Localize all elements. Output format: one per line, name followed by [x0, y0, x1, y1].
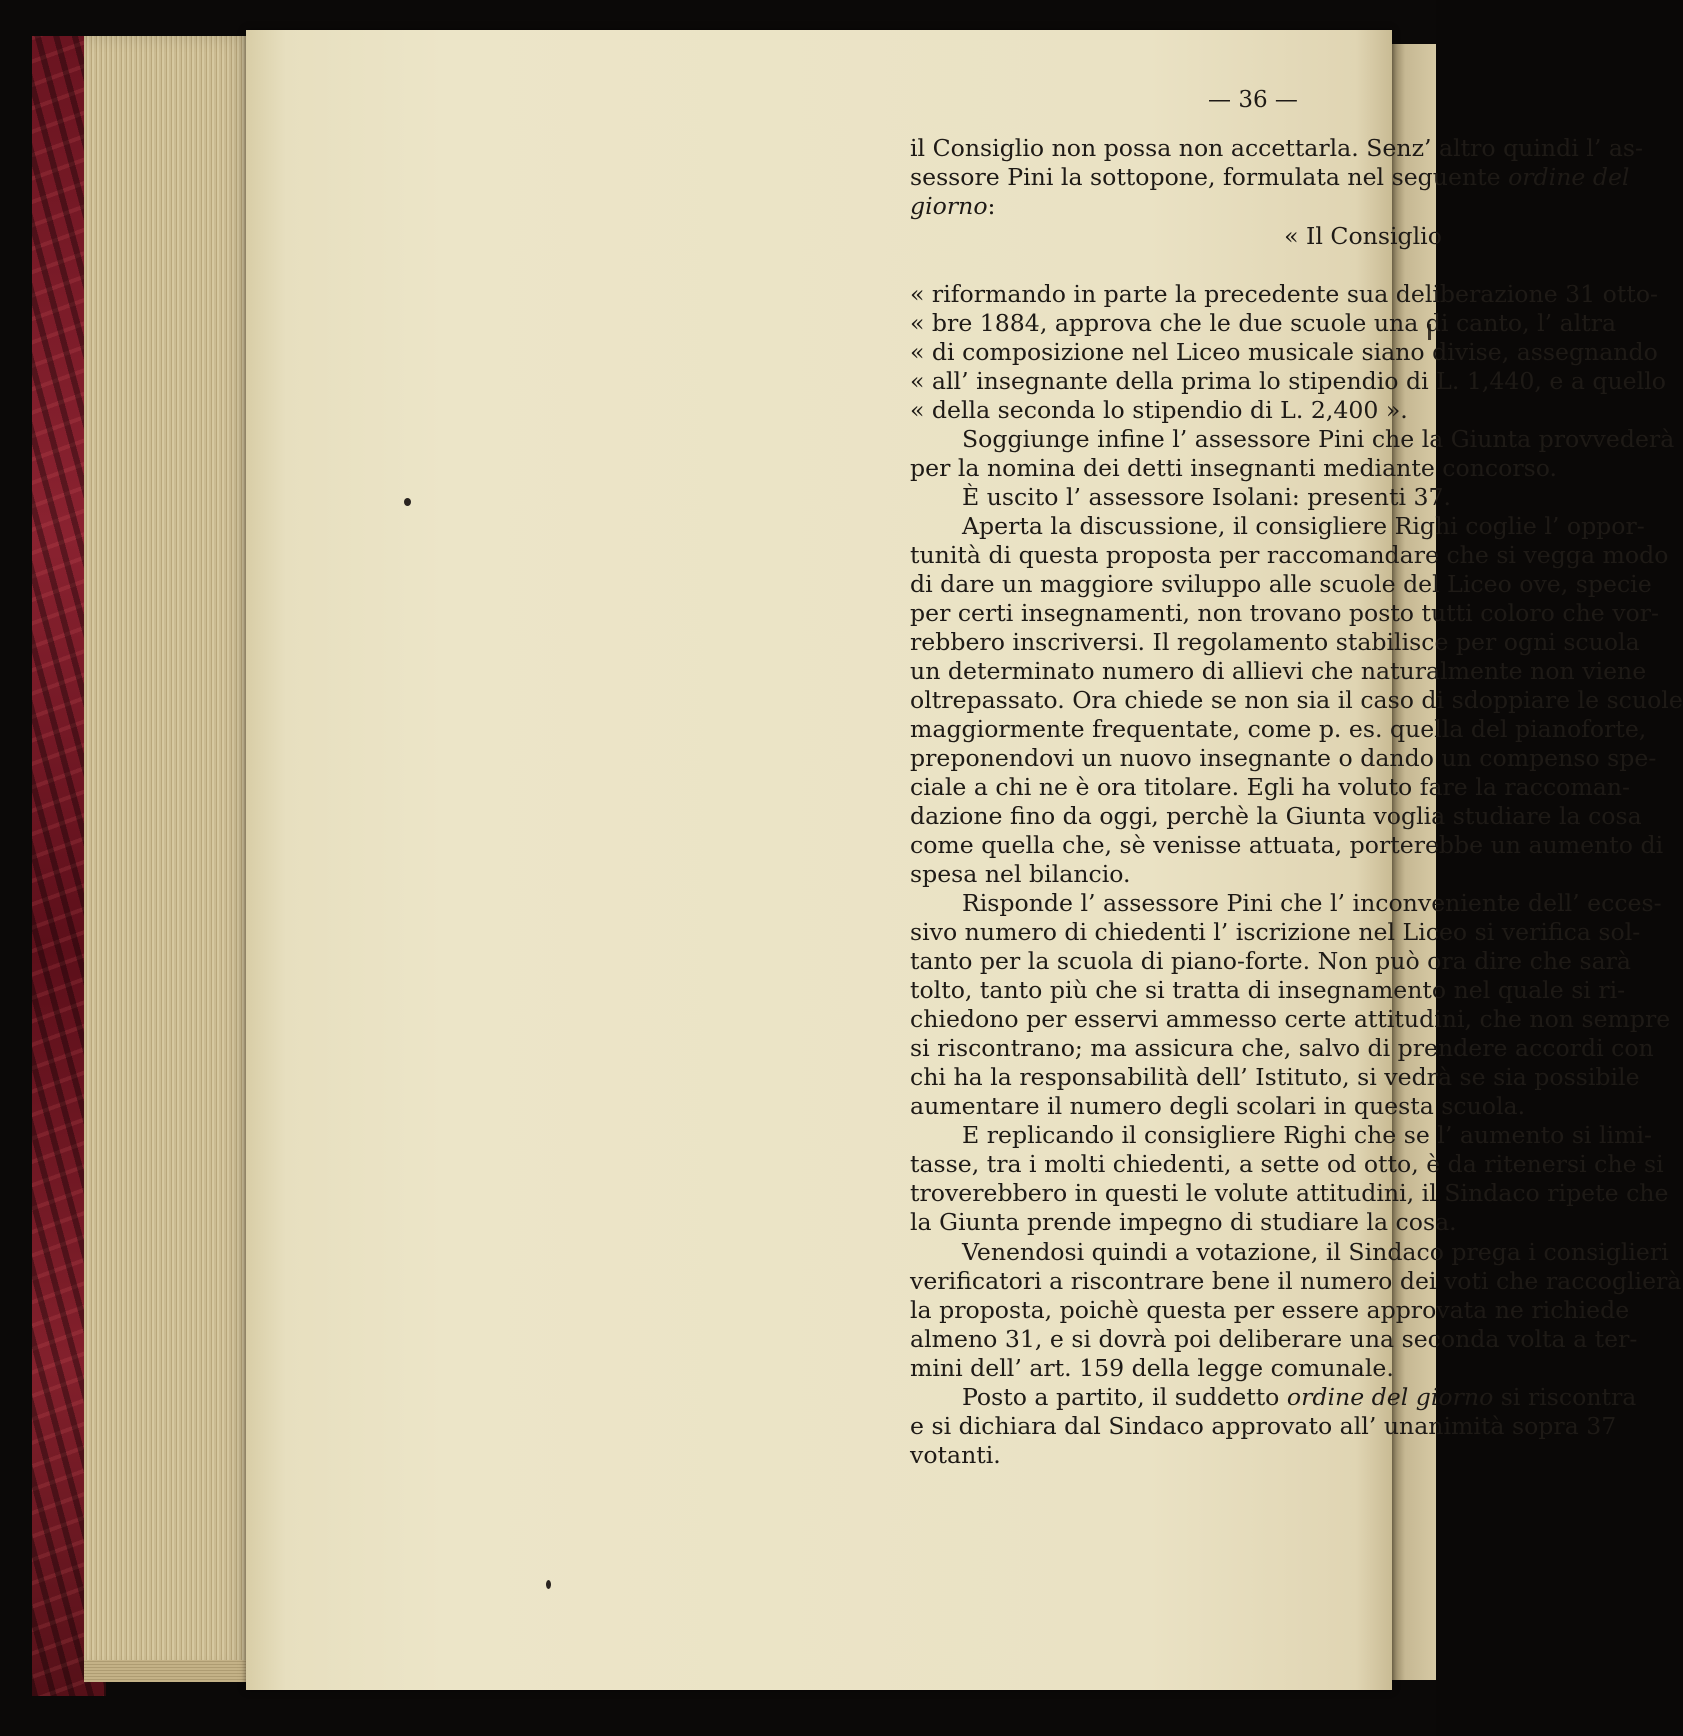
text-line: maggiormente frequentate, come p. es. quella del pianoforte, — [910, 715, 1647, 743]
page-number: — 36 — — [1208, 87, 1298, 113]
text-line: mini dell’ art. 159 della legge comunale. — [910, 1354, 1394, 1382]
ink-speck — [546, 1580, 551, 1589]
text-line: preponendovi un nuovo insegnante o dando un compenso spe- — [910, 744, 1657, 772]
text-line: sessore Pini la sottopone, formulata nel seguente ordine del — [910, 163, 1630, 191]
text-line: si riscontrano; ma assicura che, salvo di prendere accordi con — [910, 1034, 1654, 1062]
text-line: « riformando in parte la precedente sua deliberazione 31 otto- — [910, 280, 1659, 308]
text-line: rebbero inscriversi. Il regolamento stabilisce per ogni scuola — [910, 628, 1640, 656]
text-line: Soggiunge infine l’ assessore Pini che la Giunta provvederà — [962, 425, 1675, 453]
text-line: « di composizione nel Liceo musicale siano divise, assegnando — [910, 338, 1658, 366]
text-line: spesa nel bilancio. — [910, 860, 1131, 888]
text-line: tasse, tra i molti chiedenti, a sette od otto, è da ritenersi che si — [910, 1150, 1664, 1178]
text-line: chi ha la responsabilità dell’ Istituto, si vedrà se sia possibile — [910, 1063, 1640, 1091]
text-line: E replicando il consigliere Righi che se l’ aumento si limi- — [962, 1121, 1652, 1149]
text-line: almeno 31, e si dovrà poi deliberare una seconda volta a ter- — [910, 1325, 1638, 1353]
text-line: chiedono per esservi ammesso certe attitudini, che non sempre — [910, 1005, 1671, 1033]
text-line: votanti. — [910, 1441, 1001, 1469]
text-line: tolto, tanto più che si tratta di insegnamento nel quale si ri- — [910, 976, 1626, 1004]
text-line: tunità di questa proposta per raccomandare che si vegga modo — [910, 541, 1669, 569]
text-line: sivo numero di chiedenti l’ iscrizione nel Liceo si verifica sol- — [910, 918, 1641, 946]
text-line: Aperta la discussione, il consigliere Righi coglie l’ oppor- — [962, 512, 1645, 540]
text-line: ciale a chi ne è ora titolare. Egli ha voluto fare la raccoman- — [910, 773, 1630, 801]
text-line: Venendosi quindi a votazione, il Sindaco prega i consiglieri — [962, 1238, 1669, 1266]
book-page — [246, 30, 1683, 1690]
text-line: la Giunta prende impegno di studiare la cosa. — [910, 1208, 1457, 1236]
text-line: il Consiglio non possa non accettarla. Senz’ altro quindi l’ as- — [910, 134, 1643, 162]
text-line: come quella che, sè venisse attuata, porterebbe un aumento di — [910, 831, 1664, 859]
text-line: È uscito l’ assessore Isolani: presenti 37. — [962, 483, 1452, 511]
text-line: un determinato numero di allievi che naturalmente non viene — [910, 657, 1647, 685]
text-line: per la nomina dei detti insegnanti mediante concorso. — [910, 454, 1558, 482]
text-line: Risponde l’ assessore Pini che l’ inconveniente dell’ ecces- — [962, 889, 1662, 917]
text-line: « della seconda lo stipendio di L. 2,400 ». — [910, 396, 1408, 424]
text-line: verificatori a riscontrare bene il numero dei voti che raccoglierà — [910, 1267, 1682, 1295]
text-line: Posto a partito, il suddetto ordine del giorno si riscontra — [962, 1383, 1637, 1411]
text-line: la proposta, poichè questa per essere approvata ne richiede — [910, 1296, 1630, 1324]
text-line: troverebbero in questi le volute attitudini, il Sindaco ripete che — [910, 1179, 1669, 1207]
page-block-edges — [84, 36, 252, 1672]
text-line: per certi insegnamenti, non trovano posto tutti coloro che vor- — [910, 599, 1660, 627]
resolution-heading: « Il Consiglio — [1284, 222, 1442, 250]
page-block-bottom — [84, 1660, 252, 1682]
ink-speck — [404, 498, 411, 506]
text-line: giorno: — [910, 192, 996, 220]
text-line: oltrepassato. Ora chiede se non sia il caso di sdoppiare le scuole — [910, 686, 1683, 714]
text-line: « all’ insegnante della prima lo stipendio di L. 1,440, e a quello — [910, 367, 1666, 395]
text-line: e si dichiara dal Sindaco approvato all’ unanimità sopra 37 — [910, 1412, 1617, 1440]
text-line: dazione fino da oggi, perchè la Giunta voglia studiare la cosa — [910, 802, 1642, 830]
text-line: « bre 1884, approva che le due scuole una di canto, l’ altra — [910, 309, 1617, 337]
text-line: tanto per la scuola di piano-forte. Non può ora dire che sarà — [910, 947, 1631, 975]
text-line: di dare un maggiore sviluppo alle scuole del Liceo ove, specie — [910, 570, 1652, 598]
text-line: aumentare il numero degli scolari in questa scuola. — [910, 1092, 1526, 1120]
